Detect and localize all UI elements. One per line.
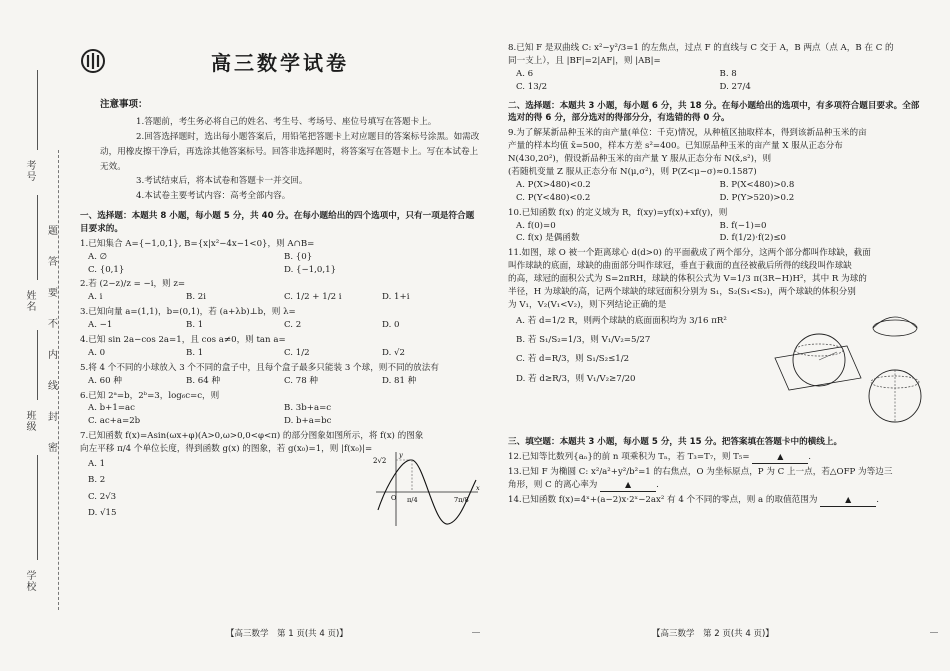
option: C. 78 种 bbox=[284, 375, 318, 386]
question-stem: 4.已知 sin 2a−cos 2a=1，且 cos a≠0，则 tan a= bbox=[80, 334, 286, 345]
page-footer-right: 【高三数学 第 2 页(共 4 页)】 bbox=[652, 629, 774, 639]
option: D. 若 d≥R/3，则 V₁/V₂≥7/20 bbox=[516, 373, 636, 384]
binding-line bbox=[37, 70, 38, 150]
question-14: 14.已知函数 f(x)=4ˣ+(a−2)x·2ˣ−2ax² 有 4 个不同的零点，则 a 的取值范围为 ▲ . bbox=[508, 494, 879, 505]
question-7 bbox=[80, 430, 480, 538]
question-stem: 7.已知函数 f(x)=Asin(ωx+φ)(A>0,ω>0,0<φ<π) 的部分图象如图所示，将 f(x) 的图象 bbox=[80, 431, 424, 442]
option: D. 81 种 bbox=[382, 375, 417, 386]
notice-item: 1.答题前，考生务必将自己的姓名、考生号、考场号、座位号填写在答题卡上。 bbox=[136, 117, 437, 128]
option: C. 1/2 bbox=[284, 347, 310, 358]
question-line: (若随机变量 Z 服从正态分布 N(μ,σ²)，则 P(Z<μ−σ)≈0.1587) bbox=[508, 167, 757, 178]
binding-line bbox=[37, 195, 38, 280]
question-line: 11.如图，球 O 被一个距离球心 d(d>0) 的平面截成了两个部分，这两个部分都叫作球缺，截面 bbox=[508, 248, 871, 259]
option: D. b+a=bc bbox=[284, 416, 332, 427]
question-3 bbox=[80, 306, 480, 332]
option: A. ∅ bbox=[88, 251, 108, 262]
seal-char: 不 bbox=[48, 319, 58, 330]
section-heading: 一、选择题：本题共 8 小题，每小题 5 分，共 40 分。在每小题给出的四个选项中，只有一项是符合题目要求的。 bbox=[80, 210, 475, 234]
option: A. f(0)=0 bbox=[516, 220, 556, 231]
answer-blank: ▲ bbox=[752, 451, 808, 464]
graph-y-axis-label: y bbox=[399, 450, 403, 459]
question-stem: 同一支上），且 |BF|=2|AF|，则 |AB|= bbox=[508, 55, 661, 66]
option: C. {0,1} bbox=[88, 264, 125, 275]
question-1 bbox=[80, 238, 480, 277]
option: D. √15 bbox=[88, 507, 117, 518]
left-column bbox=[80, 40, 480, 538]
option: D. {−1,0,1} bbox=[284, 264, 337, 275]
option-grid bbox=[80, 251, 480, 277]
question-line: N(430,20²)，假设新品种玉米的亩产量 Y 服从正态分布 N(x̄,s²)，则 bbox=[508, 154, 772, 165]
question-stem: 13.已知 F 为椭圆 C: x²/a²+y²/b²=1 的右焦点，O 为坐标原点，P 为 C 上一点，若△OFP 为等边三 bbox=[508, 466, 893, 477]
option: B. 8 bbox=[719, 68, 737, 79]
title-row bbox=[80, 40, 480, 88]
question-stem: 向左平移 π/4 个单位长度，得到函数 g(x) 的图象，若 g(x₀)=1，则 |f(x₀)|= bbox=[80, 444, 373, 455]
question-stem: 2.若 (2−z)/z = −i，则 z= bbox=[80, 279, 186, 290]
sine-graph-figure bbox=[372, 450, 482, 530]
binding-line bbox=[37, 330, 38, 400]
page-corner-mark bbox=[472, 632, 480, 633]
question-line: 的高，球冠的面积公式为 S=2πRH，球缺的体积公式为 V=1/3 π(3R−H)H²，其中 R 为球的 bbox=[508, 274, 867, 285]
question-stem: 3.已知向量 a=(1,1)，b=(0,1)，若 (a+λb)⊥b，则 λ= bbox=[80, 307, 296, 318]
option: D. 0 bbox=[382, 320, 400, 331]
question-5 bbox=[80, 362, 480, 388]
seal-char: 题 bbox=[48, 226, 58, 237]
seal-char: 密 bbox=[48, 443, 58, 454]
question-11-body bbox=[508, 312, 923, 430]
question-stem: 10.已知函数 f(x) 的定义域为 R，f(xy)=yf(x)+xf(y)，则 bbox=[508, 207, 728, 218]
page-corner-mark bbox=[930, 632, 938, 633]
option: C. 13/2 bbox=[516, 81, 548, 92]
page-title: 高三数学试卷 bbox=[211, 51, 349, 75]
option: B. 若 S₁/S₂=1/3，则 V₁/V₂=5/27 bbox=[516, 335, 651, 346]
seal-char: 内 bbox=[48, 350, 58, 361]
option-row bbox=[80, 319, 480, 332]
option: D. P(Y>520)>0.2 bbox=[719, 192, 795, 203]
notice-item: 4.本试卷主要考试内容：高考全部内容。 bbox=[136, 191, 291, 202]
option: D. 27/4 bbox=[719, 81, 751, 92]
graph-x-axis-label: x bbox=[476, 483, 480, 492]
question-10 bbox=[508, 207, 923, 246]
option-row bbox=[80, 291, 480, 304]
question-stem: 5.将 4 个不同的小球放入 3 个不同的盒子中，且每个盒子最多只能装 3 个球，则不同的放法有 bbox=[80, 362, 439, 373]
graph-origin-label: O bbox=[391, 493, 397, 502]
option: B. 1 bbox=[186, 347, 204, 358]
option: C. f(x) 是偶函数 bbox=[516, 233, 580, 244]
option: A. 6 bbox=[516, 68, 534, 79]
section-heading: 二、选择题：本题共 3 小题，每小题 6 分，共 18 分。在每小题给出的选项中，有多项符合题目要求。全部选对的得 6 分，部分选对的得部分分，有选错的得 0 分。 bbox=[508, 100, 920, 124]
binding-dashed-line bbox=[58, 150, 59, 610]
option: B. {0} bbox=[284, 251, 313, 262]
section-ellipse bbox=[795, 344, 843, 356]
option: A. i bbox=[88, 292, 103, 303]
right-column bbox=[508, 40, 923, 507]
question-stem: 1.已知集合 A={−1,0,1}, B={x|x²−4x−1<0}，则 A∩B= bbox=[80, 238, 315, 249]
cutting-plane bbox=[775, 346, 861, 390]
notice-item: 2.回答选择题时，选出每小题答案后，用铅笔把答题卡上对应题目的答案标号涂黑。如需改动，用橡皮擦干净后，再选涂其他答案标号。回答非选择题时，将答案写在答题卡上。写在本试卷上无效。 bbox=[100, 132, 480, 172]
question-2 bbox=[80, 278, 480, 304]
option: A. 60 种 bbox=[88, 375, 122, 386]
question-line: 为 V₁，V₂(V₁<V₂)，则下列结论正确的是 bbox=[508, 299, 667, 310]
option: B. 64 种 bbox=[186, 375, 221, 386]
option: A. −1 bbox=[88, 320, 113, 331]
publisher-logo-icon bbox=[80, 48, 106, 74]
option-grid bbox=[508, 179, 923, 205]
option: D. f(1/2)·f(2)≤0 bbox=[719, 233, 787, 244]
option: A. b+1=ac bbox=[88, 403, 135, 414]
option-row bbox=[80, 375, 480, 388]
option: C. 2√3 bbox=[88, 491, 117, 502]
binding-margin bbox=[0, 0, 58, 671]
binding-label-name: 姓名 bbox=[24, 290, 35, 312]
question-line: 叫作球缺的底面，球缺的曲面部分叫作球冠，垂直于截面的直径被截后所得的线段叫作球缺 bbox=[508, 261, 852, 272]
question-stem: 8.已知 F 是双曲线 C: x²−y²/3=1 的左焦点，过点 F 的直线与 C 交于 A，B 两点（点 A，B 在 C 的 bbox=[508, 43, 894, 53]
page-footer-left: 【高三数学 第 1 页(共 4 页)】 bbox=[226, 629, 348, 639]
option: B. 2i bbox=[186, 292, 206, 303]
section-heading: 三、填空题：本题共 3 小题，每小题 5 分，共 15 分。把答案填在答题卡中的横线上。 bbox=[508, 436, 843, 447]
question-line: 产量的样本均值 x̄=500，样本方差 s²=400。已知原品种玉米的亩产量 X 服从正态分布 bbox=[508, 141, 843, 152]
question-8 bbox=[508, 42, 923, 94]
graph-y-label: 2√2 bbox=[373, 456, 387, 465]
option-grid bbox=[508, 220, 923, 246]
option-list bbox=[516, 312, 776, 389]
answer-blank: ▲ bbox=[820, 494, 876, 507]
question-stem: 6.已知 2ᵃ=b，2ᵇ=3，log₆c=c，则 bbox=[80, 390, 220, 401]
question-7-body bbox=[80, 450, 480, 538]
option: C. 1/2 + 1/2 i bbox=[284, 292, 342, 303]
option-grid bbox=[80, 402, 480, 428]
option-list bbox=[88, 456, 116, 521]
option: B. 1 bbox=[186, 320, 204, 331]
graph-x2-label: 7π/8 bbox=[454, 495, 469, 504]
seal-char: 线 bbox=[48, 381, 58, 392]
option: B. 3b+a=c bbox=[284, 403, 332, 414]
sphere-figures bbox=[773, 312, 925, 432]
option: A. 若 d=1/2 R，则两个球缺的底面面积均为 3/16 πR² bbox=[516, 315, 727, 326]
binding-label-exam-no: 考号 bbox=[24, 160, 35, 182]
question-11 bbox=[508, 247, 923, 429]
question-stem: 12.已知等比数列{aₙ}的前 n 项乘积为 Tₙ，若 T₃=T₇，则 T₅= bbox=[508, 451, 750, 462]
option: C. P(Y<480)<0.2 bbox=[516, 192, 591, 203]
option: C. 2 bbox=[284, 320, 302, 331]
question-stem: 角形，则 C 的离心率为 bbox=[508, 479, 598, 490]
option: A. 0 bbox=[88, 347, 106, 358]
question-4 bbox=[80, 334, 480, 360]
seal-char: 要 bbox=[48, 288, 58, 299]
option: A. P(X>480)<0.2 bbox=[516, 179, 591, 190]
option: C. 若 d=R/3，则 S₁/S₂≤1/2 bbox=[516, 354, 630, 365]
cap-dome bbox=[873, 317, 917, 328]
question-13: 13.已知 F 为椭圆 C: x²/a²+y²/b²=1 的右焦点，O 为坐标原点，P 为 C 上一点，若△OFP 为等边三 角形，则 C 的离心率为 ▲ . bbox=[508, 466, 923, 492]
notice-list bbox=[80, 115, 480, 204]
option-grid bbox=[508, 68, 923, 94]
question-12: 12.已知等比数列{aₙ}的前 n 项乘积为 Tₙ，若 T₃=T₇，则 T₅= ▲ . bbox=[508, 451, 811, 462]
option-row bbox=[80, 347, 480, 360]
question-line: 9.为了解某新品种玉米的亩产量(单位：千克)情况，从种植区抽取样本，得到该新品种玉米的亩 bbox=[508, 128, 867, 139]
option: B. f(−1)=0 bbox=[719, 220, 767, 231]
answer-blank: ▲ bbox=[600, 479, 656, 492]
option: B. P(X<480)>0.8 bbox=[719, 179, 795, 190]
notice-item: 3.考试结束后，将本试卷和答题卡一并交回。 bbox=[136, 176, 308, 187]
option: D. 1+i bbox=[382, 292, 410, 303]
option: D. √2 bbox=[382, 347, 405, 358]
binding-label-class: 班级 bbox=[24, 410, 35, 432]
seal-char: 封 bbox=[48, 412, 58, 423]
question-line: 半径，H 为球缺的高，记两个球缺的球冠面积分别为 S₁，S₂(S₁<S₂)，两个球缺的体积分别 bbox=[508, 287, 856, 298]
graph-x1-label: π/4 bbox=[407, 495, 418, 504]
option: B. 2 bbox=[88, 475, 106, 486]
binding-label-school: 学校 bbox=[24, 570, 35, 592]
question-stem: 14.已知函数 f(x)=4ˣ+(a−2)x·2ˣ−2ax² 有 4 个不同的零点，则 a 的取值范围为 bbox=[508, 494, 818, 505]
question-6 bbox=[80, 390, 480, 429]
binding-line bbox=[37, 455, 38, 560]
question-9 bbox=[508, 127, 923, 204]
notice-title: 注意事项： bbox=[100, 99, 148, 110]
seal-char: 答 bbox=[48, 257, 58, 268]
option: C. ac+a=2b bbox=[88, 416, 141, 427]
option: A. 1 bbox=[88, 458, 106, 469]
